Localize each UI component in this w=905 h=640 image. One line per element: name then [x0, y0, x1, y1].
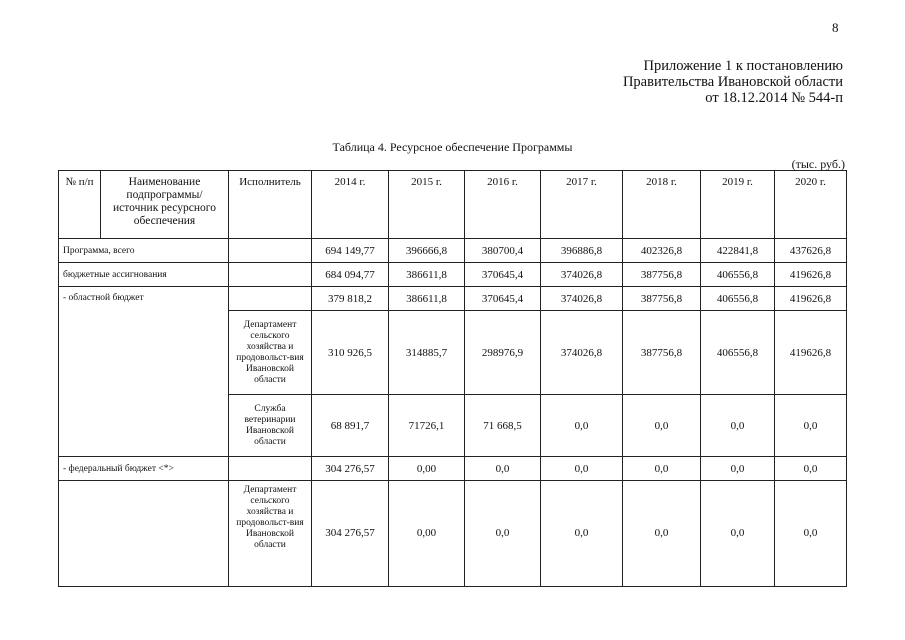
- table-cell: 0,0: [623, 395, 701, 457]
- table-cell: 0,0: [701, 395, 775, 457]
- table-cell: 396666,8: [389, 239, 465, 263]
- table-row: [59, 457, 847, 481]
- table-cell: 374026,8: [541, 311, 623, 395]
- table-cell: 314885,7: [389, 311, 465, 395]
- row-executor: [229, 239, 312, 263]
- table-cell: 304 276,57: [312, 457, 389, 481]
- table-row: [59, 263, 847, 287]
- table-cell: 386611,8: [389, 287, 465, 311]
- table-cell: 406556,8: [701, 311, 775, 395]
- table-row: [59, 287, 847, 311]
- col-header-executor: Исполнитель: [229, 171, 312, 239]
- header-line-2: Правительства Ивановской области: [622, 74, 843, 90]
- table-cell: 419626,8: [775, 311, 847, 395]
- col-header-year: 2015 г.: [389, 171, 465, 239]
- table-cell: 387756,8: [623, 311, 701, 395]
- table-cell: 419626,8: [775, 263, 847, 287]
- table-cell: 396886,8: [541, 239, 623, 263]
- table-header-row: [59, 171, 847, 239]
- row-executor: [229, 287, 312, 311]
- table-cell: 71 668,5: [465, 395, 541, 457]
- table-cell: 0,0: [465, 457, 541, 481]
- table-cell: 68 891,7: [312, 395, 389, 457]
- table-cell: 0,0: [541, 481, 623, 587]
- table-cell: 0,0: [701, 457, 775, 481]
- table-cell: 0,0: [775, 481, 847, 587]
- table-cell: 0,0: [541, 395, 623, 457]
- table-cell: 406556,8: [701, 287, 775, 311]
- table-cell: 684 094,77: [312, 263, 389, 287]
- table-cell: 437626,8: [775, 239, 847, 263]
- table-cell: 0,0: [623, 481, 701, 587]
- table-cell: 0,0: [541, 457, 623, 481]
- row-executor: Служба ветеринарии Ивановской области: [229, 395, 312, 457]
- table-cell: 402326,8: [623, 239, 701, 263]
- document-header: [623, 58, 843, 106]
- table-cell: 374026,8: [541, 287, 623, 311]
- col-header-year: 2019 г.: [701, 171, 775, 239]
- table-cell: 406556,8: [701, 263, 775, 287]
- row-executor: [229, 263, 312, 287]
- table-cell: 379 818,2: [312, 287, 389, 311]
- row-name: - федеральный бюджет <*>: [59, 457, 229, 481]
- table-row: [59, 239, 847, 263]
- table-cell: 310 926,5: [312, 311, 389, 395]
- col-header-year: 2017 г.: [541, 171, 623, 239]
- table-title: Таблица 4. Ресурсное обеспечение Программы: [332, 140, 573, 154]
- table-cell: 387756,8: [623, 287, 701, 311]
- row-executor: [229, 457, 312, 481]
- table-cell: 370645,4: [465, 287, 541, 311]
- row-name: - областной бюджет: [59, 287, 229, 457]
- table-cell: 694 149,77: [312, 239, 389, 263]
- table-cell: 0,0: [775, 395, 847, 457]
- col-header-year: 2016 г.: [465, 171, 541, 239]
- col-header-year: 2014 г.: [312, 171, 389, 239]
- table-cell: 419626,8: [775, 287, 847, 311]
- table-cell: 0,0: [623, 457, 701, 481]
- table-cell: 386611,8: [389, 263, 465, 287]
- table-cell: 298976,9: [465, 311, 541, 395]
- table-cell: 71726,1: [389, 395, 465, 457]
- table-cell: 380700,4: [465, 239, 541, 263]
- row-name: бюджетные ассигнования: [59, 263, 229, 287]
- row-executor: Департамент сельского хозяйства и продовольст-вия Ивановской области: [229, 481, 312, 587]
- table-cell: 0,0: [701, 481, 775, 587]
- table-cell: 422841,8: [701, 239, 775, 263]
- row-executor: Департамент сельского хозяйства и продовольст-вия Ивановской области: [229, 311, 312, 395]
- table-cell: 374026,8: [541, 263, 623, 287]
- table-cell: 304 276,57: [312, 481, 389, 587]
- col-header-name: Наименование подпрограммы/ источник ресурсного обеспечения: [101, 171, 229, 239]
- table-cell: 0,0: [775, 457, 847, 481]
- col-header-year: 2018 г.: [623, 171, 701, 239]
- table-cell: 0,00: [389, 457, 465, 481]
- table-row: [59, 481, 847, 587]
- table-cell: 0,0: [465, 481, 541, 587]
- table-cell: 370645,4: [465, 263, 541, 287]
- table-cell: 0,00: [389, 481, 465, 587]
- page-number: 8: [832, 20, 839, 35]
- row-name: [59, 481, 229, 587]
- header-line-1: Приложение 1 к постановлению: [643, 58, 843, 74]
- resource-table: [58, 170, 847, 587]
- row-name: Программа, всего: [59, 239, 229, 263]
- units-label: (тыс. руб.): [791, 157, 845, 171]
- table-cell: 387756,8: [623, 263, 701, 287]
- col-header-num: № п/п: [59, 171, 101, 239]
- header-line-3: от 18.12.2014 № 544-п: [705, 90, 843, 106]
- col-header-year: 2020 г.: [775, 171, 847, 239]
